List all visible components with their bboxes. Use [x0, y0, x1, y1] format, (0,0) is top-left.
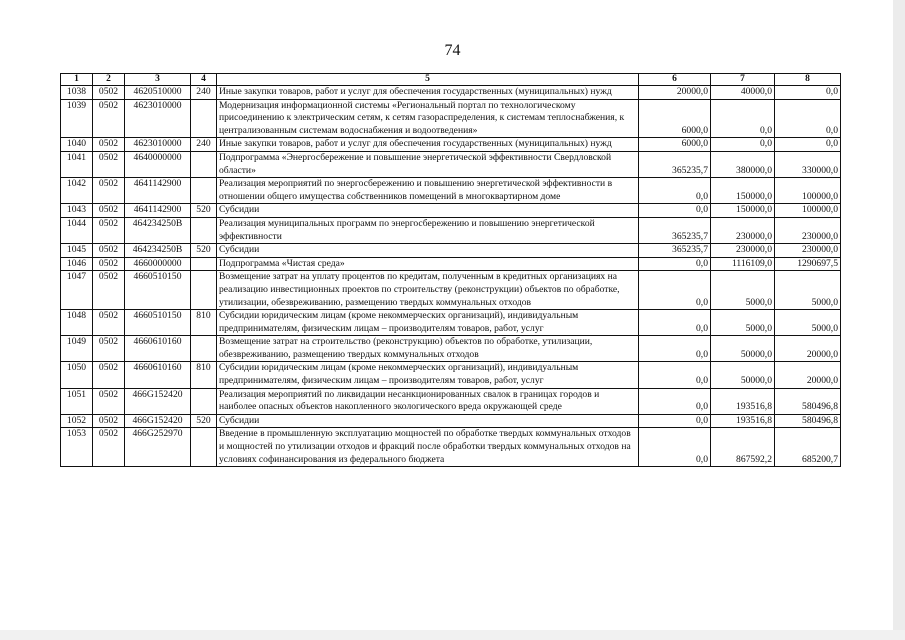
target-code: 4641142900: [125, 178, 191, 204]
description: Субсидии юридическим лицам (кроме некоммерческих организаций), индивидуальным предпринимателям, физическим лицам – производителям товаров, работ, услуг: [217, 362, 639, 388]
row-number: 1044: [61, 217, 93, 243]
description: Подпрограмма «Чистая среда»: [217, 257, 639, 271]
col-header-5: 5: [217, 74, 639, 86]
expense-type: 520: [191, 244, 217, 258]
expense-type: 520: [191, 414, 217, 428]
row-number: 1053: [61, 428, 93, 467]
amount-col6: 365235,7: [639, 244, 711, 258]
amount-col6: 6000,0: [639, 138, 711, 152]
amount-col7: 867592,2: [711, 428, 775, 467]
section-code: 0502: [93, 336, 125, 362]
amount-col8: 0,0: [775, 138, 841, 152]
description: Субсидии: [217, 204, 639, 218]
table-row: [61, 178, 841, 204]
expense-type: [191, 336, 217, 362]
section-code: 0502: [93, 362, 125, 388]
description: Иные закупки товаров, работ и услуг для обеспечения государственных (муниципальных) нужд: [217, 138, 639, 152]
row-number: 1051: [61, 388, 93, 414]
target-code: 4641142900: [125, 204, 191, 218]
section-code: 0502: [93, 151, 125, 177]
amount-col8: 230000,0: [775, 244, 841, 258]
amount-col7: 150000,0: [711, 178, 775, 204]
description: Субсидии: [217, 414, 639, 428]
description: Реализация мероприятий по ликвидации несанкционированных свалок в границах городов и наиболее опасных объектов накопленного экологического вреда окружающей среде: [217, 388, 639, 414]
expense-type: [191, 271, 217, 310]
section-code: 0502: [93, 86, 125, 100]
amount-col8: 100000,0: [775, 204, 841, 218]
expense-type: 240: [191, 86, 217, 100]
expense-type: [191, 217, 217, 243]
row-number: 1048: [61, 310, 93, 336]
scan-edge-right: [893, 0, 905, 640]
table-row: [61, 99, 841, 138]
amount-col7: 5000,0: [711, 310, 775, 336]
amount-col6: 0,0: [639, 336, 711, 362]
row-number: 1047: [61, 271, 93, 310]
row-number: 1042: [61, 178, 93, 204]
expense-type: 810: [191, 310, 217, 336]
amount-col6: 20000,0: [639, 86, 711, 100]
col-header-1: 1: [61, 74, 93, 86]
section-code: 0502: [93, 99, 125, 138]
amount-col8: 580496,8: [775, 388, 841, 414]
target-code: 4660000000: [125, 257, 191, 271]
amount-col6: 0,0: [639, 271, 711, 310]
expense-type: [191, 257, 217, 271]
amount-col6: 0,0: [639, 428, 711, 467]
amount-col6: 0,0: [639, 310, 711, 336]
target-code: 4640000000: [125, 151, 191, 177]
row-number: 1041: [61, 151, 93, 177]
table-row: [61, 151, 841, 177]
table-row: [61, 244, 841, 258]
expense-type: [191, 178, 217, 204]
expense-type: [191, 151, 217, 177]
expense-type: 240: [191, 138, 217, 152]
section-code: 0502: [93, 204, 125, 218]
amount-col8: 580496,8: [775, 414, 841, 428]
amount-col7: 50000,0: [711, 336, 775, 362]
section-code: 0502: [93, 388, 125, 414]
amount-col7: 230000,0: [711, 217, 775, 243]
amount-col8: 0,0: [775, 86, 841, 100]
description: Иные закупки товаров, работ и услуг для обеспечения государственных (муниципальных) нужд: [217, 86, 639, 100]
description: Реализация мероприятий по энергосбережению и повышению энергетической эффективности в отношении общего имущества собственников помещений в многоквартирном доме: [217, 178, 639, 204]
amount-col8: 5000,0: [775, 271, 841, 310]
amount-col8: 5000,0: [775, 310, 841, 336]
col-header-4: 4: [191, 74, 217, 86]
col-header-7: 7: [711, 74, 775, 86]
amount-col8: 20000,0: [775, 336, 841, 362]
amount-col6: 0,0: [639, 388, 711, 414]
target-code: 4623010000: [125, 138, 191, 152]
table-row: [61, 388, 841, 414]
amount-col6: 6000,0: [639, 99, 711, 138]
amount-col7: 1116109,0: [711, 257, 775, 271]
expense-type: [191, 99, 217, 138]
target-code: 4620510000: [125, 86, 191, 100]
section-code: 0502: [93, 138, 125, 152]
description: Реализация муниципальных программ по энергосбережению и повышению энергетической эффективности: [217, 217, 639, 243]
amount-col8: 685200,7: [775, 428, 841, 467]
description: Возмещение затрат на уплату процентов по кредитам, полученным в кредитных организациях на реализацию инвестиционных проектов по строительству (реконструкции) объектов по обработке, утилизации, обезвреживанию, размещению твердых коммунальных отходов: [217, 271, 639, 310]
description: Субсидии юридическим лицам (кроме некоммерческих организаций), индивидуальным предпринимателям, физическим лицам – производителям товаров, работ, услуг: [217, 310, 639, 336]
amount-col8: 0,0: [775, 99, 841, 138]
expense-type: [191, 388, 217, 414]
table-row: [61, 138, 841, 152]
row-number: 1045: [61, 244, 93, 258]
amount-col7: 230000,0: [711, 244, 775, 258]
row-number: 1039: [61, 99, 93, 138]
table-row: [61, 310, 841, 336]
table-row: [61, 428, 841, 467]
col-header-6: 6: [639, 74, 711, 86]
amount-col7: 193516,8: [711, 388, 775, 414]
amount-col7: 40000,0: [711, 86, 775, 100]
section-code: 0502: [93, 178, 125, 204]
description: Субсидии: [217, 244, 639, 258]
amount-col7: 0,0: [711, 99, 775, 138]
section-code: 0502: [93, 310, 125, 336]
target-code: 466G152420: [125, 388, 191, 414]
table-row: [61, 414, 841, 428]
section-code: 0502: [93, 257, 125, 271]
description: Подпрограмма «Энергосбережение и повышение энергетической эффективности Свердловской области»: [217, 151, 639, 177]
scan-edge-bottom: [0, 630, 905, 640]
section-code: 0502: [93, 428, 125, 467]
table-row: [61, 336, 841, 362]
col-header-2: 2: [93, 74, 125, 86]
target-code: 464234250В: [125, 217, 191, 243]
table-row: [61, 362, 841, 388]
amount-col7: 0,0: [711, 138, 775, 152]
table-row: [61, 204, 841, 218]
amount-col8: 330000,0: [775, 151, 841, 177]
amount-col6: 0,0: [639, 257, 711, 271]
expense-type: 810: [191, 362, 217, 388]
amount-col6: 0,0: [639, 178, 711, 204]
amount-col8: 100000,0: [775, 178, 841, 204]
table-row: [61, 271, 841, 310]
table-row: [61, 257, 841, 271]
section-code: 0502: [93, 217, 125, 243]
target-code: 464234250В: [125, 244, 191, 258]
description: Модернизация информационной системы «Региональный портал по технологическому присоединению к электрическим сетям, к сетям газораспределения, к системам теплоснабжения, к централизованным системам водоснабжения и водоотведения»: [217, 99, 639, 138]
target-code: 4660510150: [125, 271, 191, 310]
row-number: 1049: [61, 336, 93, 362]
col-header-8: 8: [775, 74, 841, 86]
section-code: 0502: [93, 271, 125, 310]
amount-col6: 365235,7: [639, 217, 711, 243]
row-number: 1038: [61, 86, 93, 100]
amount-col8: 230000,0: [775, 217, 841, 243]
row-number: 1046: [61, 257, 93, 271]
col-header-3: 3: [125, 74, 191, 86]
amount-col8: 20000,0: [775, 362, 841, 388]
section-code: 0502: [93, 414, 125, 428]
page-number: 74: [444, 42, 461, 59]
amount-col6: 0,0: [639, 362, 711, 388]
amount-col7: 50000,0: [711, 362, 775, 388]
row-number: 1040: [61, 138, 93, 152]
budget-table-container: [60, 73, 840, 467]
target-code: 466G252970: [125, 428, 191, 467]
amount-col7: 150000,0: [711, 204, 775, 218]
table-row: [61, 86, 841, 100]
header-row: [61, 74, 841, 86]
amount-col7: 5000,0: [711, 271, 775, 310]
section-code: 0502: [93, 244, 125, 258]
amount-col7: 380000,0: [711, 151, 775, 177]
amount-col6: 0,0: [639, 414, 711, 428]
row-number: 1043: [61, 204, 93, 218]
target-code: 4660510150: [125, 310, 191, 336]
budget-table: [60, 73, 841, 467]
expense-type: [191, 428, 217, 467]
amount-col8: 1290697,5: [775, 257, 841, 271]
row-number: 1052: [61, 414, 93, 428]
table-row: [61, 217, 841, 243]
amount-col6: 365235,7: [639, 151, 711, 177]
amount-col6: 0,0: [639, 204, 711, 218]
target-code: 4660610160: [125, 336, 191, 362]
row-number: 1050: [61, 362, 93, 388]
target-code: 4660610160: [125, 362, 191, 388]
description: Возмещение затрат на строительство (реконструкцию) объектов по обработке, утилизации, обезвреживанию, размещению твердых коммунальных отходов: [217, 336, 639, 362]
description: Введение в промышленную эксплуатацию мощностей по обработке твердых коммунальных отходов и мощностей по утилизации отходов и фракций после обработки твердых коммунальных отходов на условиях софинансирования из федерального бюджета: [217, 428, 639, 467]
target-code: 466G152420: [125, 414, 191, 428]
expense-type: 520: [191, 204, 217, 218]
amount-col7: 193516,8: [711, 414, 775, 428]
target-code: 4623010000: [125, 99, 191, 138]
